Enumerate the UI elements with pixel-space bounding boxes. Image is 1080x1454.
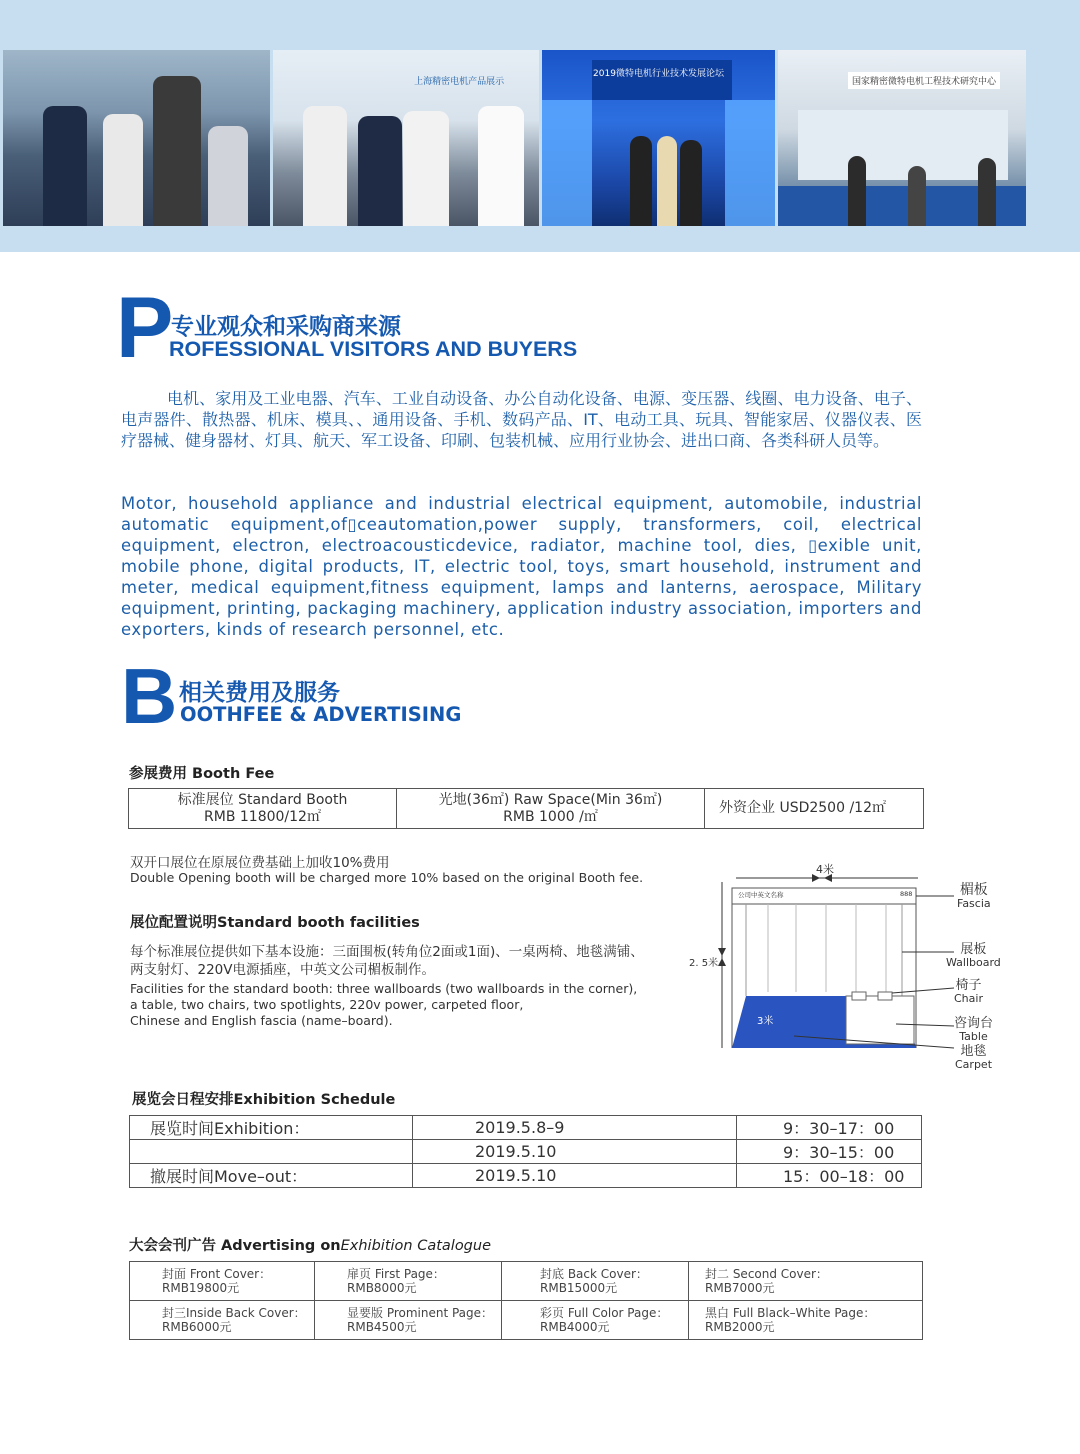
part-carpet: 地毯 Carpet bbox=[955, 1044, 993, 1071]
fee-cell-foreign: 外资企业 USD2500 /12㎡ bbox=[705, 789, 924, 829]
facilities-cn-1: 每个标准展位提供如下基本设施：三面围板(转角位2面或1面)、一桌两椅、地毯满铺、 bbox=[130, 944, 644, 960]
table-row: 撤展时间Move–out： 2019.5.10 15：00–18：00 bbox=[130, 1164, 922, 1188]
facilities-en-2: a table, two chairs, two spotlights, 220v power, carpeted floor, bbox=[130, 997, 524, 1012]
facilities-en-3: Chinese and English fascia (name–board). bbox=[130, 1013, 393, 1028]
info-table bbox=[846, 996, 914, 1044]
double-opening-en: Double Opening booth will be charged more 10% based on the original Booth fee. bbox=[130, 870, 644, 885]
table-row: 展览时间Exhibition： 2019.5.8–9 9：30–17：00 bbox=[130, 1116, 922, 1140]
fee-cell-standard: 标准展位 Standard Booth RMB 11800/12㎡ bbox=[129, 789, 397, 829]
part-fascia: 楣板 Fascia bbox=[957, 882, 991, 910]
booth-title-en: OOTHFEE & ADVERTISING bbox=[180, 703, 462, 726]
width-label: 4米 bbox=[816, 863, 834, 876]
photo-caption: 上海精密电机产品展示 bbox=[414, 77, 505, 87]
schedule-label: 展览会日程安排Exhibition Schedule bbox=[132, 1092, 396, 1108]
fascia-company-name: 公司中英文名称 bbox=[738, 891, 784, 899]
exhibition-photo-3 bbox=[542, 50, 775, 226]
table-row: 封三Inside Back Cover： RMB6000元 显要版 Prominent Page： RMB4500元 彩页 Full Color Page： RMB4000元 黑白 Full Black–White Page： RMB2000元 bbox=[130, 1301, 923, 1340]
facilities-en-1: Facilities for the standard booth: three wallboards (two wallboards in the corner), bbox=[130, 981, 638, 996]
table-row: 2019.5.10 9：30–15：00 bbox=[130, 1140, 922, 1164]
fee-cell-raw-space: 光地(36㎡) Raw Space(Min 36㎡) RMB 1000 /㎡ bbox=[397, 789, 705, 829]
photo-caption: 2019微特电机行业技术发展论坛 bbox=[593, 69, 724, 79]
exhibition-photo-4 bbox=[778, 50, 1026, 226]
visitors-title-en: ROFESSIONAL VISITORS AND BUYERS bbox=[169, 337, 578, 361]
section-letter-p: P bbox=[116, 280, 174, 376]
booth-title-cn: 相关费用及服务 bbox=[179, 680, 340, 706]
booth-fee-table bbox=[128, 788, 924, 829]
facilities-cn-2: 两支射灯、220V电源插座，中英文公司楣板制作。 bbox=[130, 962, 436, 978]
schedule-table bbox=[129, 1115, 922, 1188]
chair-left bbox=[852, 992, 866, 1000]
facilities-label: 展位配置说明Standard booth facilities bbox=[130, 915, 420, 931]
photo-caption: 国家精密微特电机工程技术研究中心 bbox=[848, 72, 1000, 89]
part-wallboard: 展板 Wallboard bbox=[946, 942, 1001, 969]
exhibition-photo-1 bbox=[3, 50, 270, 226]
visitors-text-en: Motor, household appliance and industrial electrical equipment, automobile, industrial automatic equipment,of▯ceautomation,power supply, transformers, coil, electrical equipment, electron, electroacousticdevice, radiator, machine tool, dies, ▯exible unit, mobile phone, digital products, IT, electric tool, toys, smart household, instrument and meter, medical equipment,fitness equipment, lamps and lanterns, aerospace, Military equipment, printing, packaging machinery, application industry association, importers and exporters, kinds of research personnel, etc. bbox=[121, 494, 922, 639]
advertising-label: 大会会刊广告 Advertising onExhibition Catalogue bbox=[129, 1238, 491, 1254]
section-letter-b: B bbox=[121, 652, 178, 740]
table-row: 封面 Front Cover： RMB19800元 扉页 First Page： RMB8000元 封底 Back Cover： RMB15000元 封二 Second Cover： RMB7000元 bbox=[130, 1262, 923, 1301]
visitors-title-cn: 专业观众和采购商来源 bbox=[171, 314, 401, 340]
visitors-text-cn: 电机、家用及工业电器、汽车、工业自动设备、办公自动化设备、电源、变压器、线圈、电力设备、电子、电声器件、散热器、机床、模具、、通用设备、手机、数码产品、IT、电动工具、玩具、智能家居、仪器仪表、医疗器械、健身器材、灯具、航天、军工设备、印刷、包装机械、应用行业协会、进出口商、各类科研人员等。 bbox=[121, 389, 922, 450]
booth-fee-label: 参展费用 Booth Fee bbox=[129, 766, 275, 782]
fascia-booth-number: 888 bbox=[900, 890, 913, 898]
height-label: 2. 5米 bbox=[689, 958, 719, 969]
double-opening-cn: 双开口展位在原展位费基础上加收10%费用 bbox=[130, 855, 390, 871]
part-table: 咨询台 Table bbox=[954, 1016, 994, 1043]
part-chair: 椅子 Chair bbox=[954, 978, 983, 1005]
advertising-table bbox=[129, 1261, 923, 1340]
depth-label: 3米 bbox=[757, 1016, 774, 1027]
exhibition-photo-2 bbox=[273, 50, 539, 226]
chair-right bbox=[878, 992, 892, 1000]
